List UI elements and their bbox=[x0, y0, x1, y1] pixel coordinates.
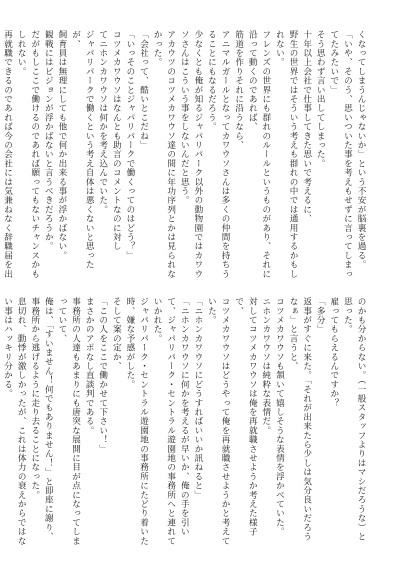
body-text-upper: くなってしまうんじゃないか」という不安が脳裏を過る。 「いや、そのう、思いついた事を考えもせずに言ってしまってたみたいで」 そう思わず言い出してしまった。 十年以上会社で仕事してきた思いで考えるに、 野生の世界ではそういう考えも群れの中では通用するかもしれない。 フレンズの世界にも群れのルールというものがあり、それに沿って動くのであれば、 筋道を作りそれに沿うなら、 アニマルガールとなってカワウソさんは多くの仲間を持ちうることにもなるだろう。 少なくとも俺が知るジャパリパーク以外の動物園ではカワウソさんはこういう事をしないんだと思う。 アカウツのコツメカワウソ達の間に年功序列とかは見られなかった。 「会社って、酷いとこだね」 「いっそのことジャパリパークで働くってのはどう？」 コツメカワウソはなんとも助言のコメントなのに対し てニホンカワウソは何かを考え込んでいた。 ジャパリパークで働くという考え自体は悪くないと思ったが、 飼育員は無理にしても他で何か出来る事が浮かばない。 観戦にはビジョンが浮かばないと言うべきだろうか。 だがもしここで働けるのであれば願ってもないチャンスかもしれない。 再就職できるのであれば今の会社には気兼ねなく辞職届を出 bbox=[2, 30, 366, 279]
body-text-lower: のかも分からない。（一般スタッフよりはマシだろうな）と思った。 雇ってもらえるんですか？ 「多分」 返事がすぐに来た。「それが出来たら少しは気分良いだろうなぁ」と言うと、 コツメカワウソも頷いて嬉しそうな表情を浮かべていた。 ニホンカワウソは純粋な表情だ。 対してコツメカワウソは俺を再就職させようか考えた様子で、 コツメカワウソはどうやって俺を再就職させようかと考えていた。 「ニホンカワウソにどうすればいいか訊ねると」 「ニホンカワウソに何かを考えるが早いか、俺の手を引いて、ジャパリパーク・セントラル遊園地の事務所へと連れていかれた。 ジャパリパーク・セントラル遊園地の事務所にたどり着いた時、嫌な予感がした。 そして案の定か、 「この人をここで働かせて下さい！」 まさかのアポなし直談判である。 事務所の人達もあまりにも唐突な展開に目が点になってしまっていて、 俺は、「すいません！何でもありません！」と即座に謝り、 事務所から逃げるように走り去ることになった。 息切れ、動悸が激しかったが、これは体力の衰えからではない事はハッキリ分かる。 bbox=[2, 297, 366, 546]
